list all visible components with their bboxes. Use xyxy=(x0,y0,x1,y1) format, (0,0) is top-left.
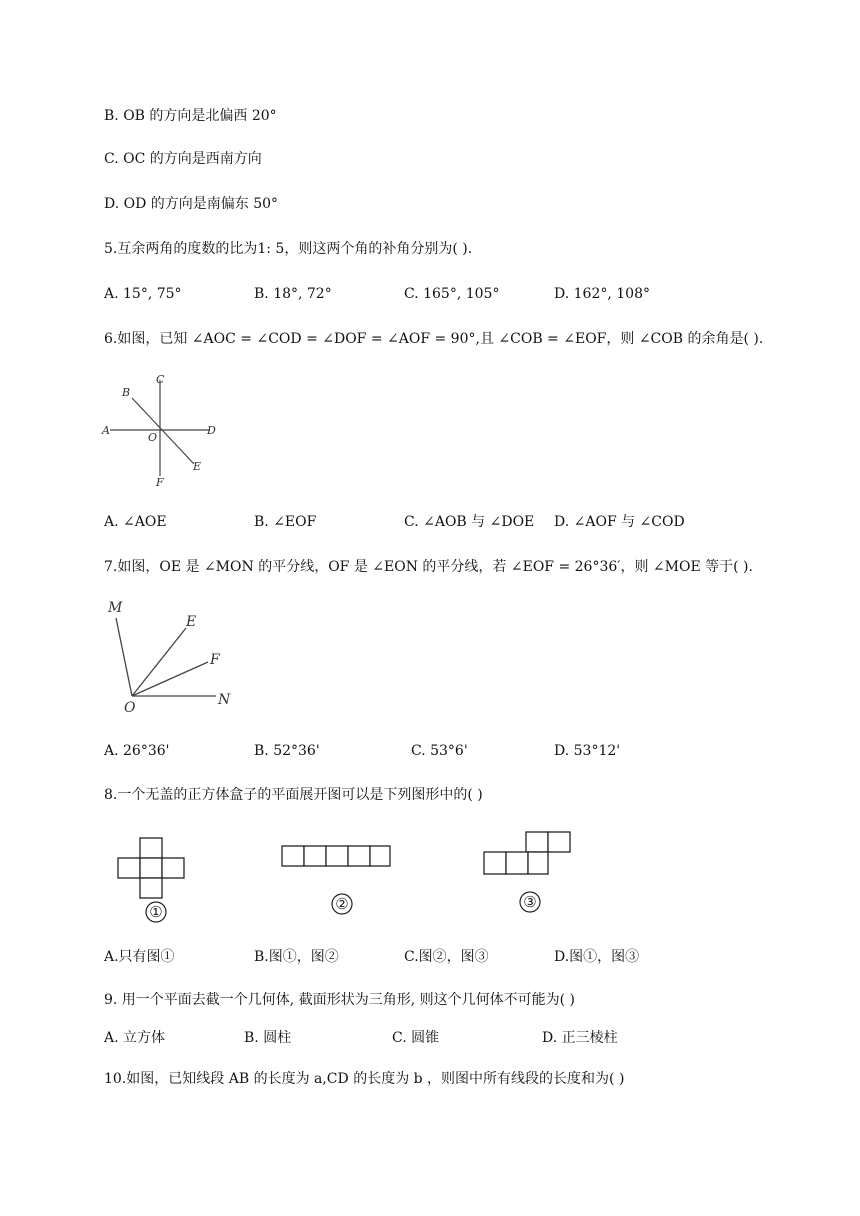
label-d: D xyxy=(207,424,216,437)
q5-stem: 5.互余两角的度数的比为1: 5，则这两个角的补角分别为( ). xyxy=(104,241,473,257)
q6-angle-figure xyxy=(100,368,230,490)
q6-option-c: C. ∠AOB 与 ∠DOE xyxy=(404,514,535,530)
q6-stem: 6.如图，已知 ∠AOC = ∠COD = ∠DOF = ∠AOF = 90°,且 ∠COB = ∠EOF，则 ∠COB 的余角是( ). xyxy=(104,331,764,347)
label-a: A xyxy=(102,424,110,437)
q9-option-a: A. 立方体 xyxy=(104,1030,166,1046)
q8-option-c: C.图②，图③ xyxy=(404,949,489,965)
label-e: E xyxy=(193,460,202,473)
label-f: F xyxy=(156,476,164,489)
q7-option-c: C. 53°6' xyxy=(411,743,468,759)
line-be xyxy=(132,398,194,464)
q4-option-b: B. OB 的方向是北偏西 20° xyxy=(104,108,277,124)
label-o: O xyxy=(124,700,136,716)
q7-option-a: A. 26°36' xyxy=(104,743,170,759)
q4-option-d: D. OD 的方向是南偏东 50° xyxy=(104,196,279,212)
q7-option-b: B. 52°36' xyxy=(254,743,320,759)
q5-option-b: B. 18°, 72° xyxy=(254,286,332,302)
q4-option-c: C. OC 的方向是西南方向 xyxy=(104,151,262,167)
q8-option-a: A.只有图① xyxy=(104,949,175,965)
q9-option-c: C. 圆锥 xyxy=(392,1030,440,1046)
label-e: E xyxy=(186,614,197,630)
q9-option-b: B. 圆柱 xyxy=(244,1030,292,1046)
net-number-2: ② xyxy=(335,895,349,913)
label-n: N xyxy=(218,692,231,708)
label-o: O xyxy=(148,431,158,444)
net-number-1: ① xyxy=(149,903,163,921)
q8-option-b: B.图①，图② xyxy=(254,949,339,965)
q5-option-c: C. 165°, 105° xyxy=(404,286,500,302)
q7-angle-figure xyxy=(100,596,240,718)
q8-option-d: D.图①，图③ xyxy=(554,949,640,965)
q9-stem: 9. 用一个平面去截一个几何体, 截面形状为三角形, 则这个几何体不可能为( ) xyxy=(104,992,575,1008)
q6-option-b: B. ∠EOF xyxy=(254,514,317,530)
q5-option-d: D. 162°, 108° xyxy=(554,286,650,302)
label-m: M xyxy=(108,600,123,616)
q7-stem: 7.如图，OE 是 ∠MON 的平分线，OF 是 ∠EON 的平分线，若 ∠EOF = 26°36′，则 ∠MOE 等于( ). xyxy=(104,559,753,575)
ray-oe xyxy=(132,628,186,696)
label-f: F xyxy=(210,652,220,668)
q6-option-a: A. ∠AOE xyxy=(104,514,167,530)
net-number-3: ③ xyxy=(523,893,537,911)
q8-stem: 8.一个无盖的正方体盒子的平面展开图可以是下列图形中的( ) xyxy=(104,787,483,803)
label-b: B xyxy=(122,386,131,399)
q9-option-d: D. 正三棱柱 xyxy=(542,1030,618,1046)
ray-om xyxy=(116,618,132,696)
label-c: C xyxy=(156,373,165,386)
q5-option-a: A. 15°, 75° xyxy=(104,286,182,302)
ray-of xyxy=(132,662,208,696)
q6-option-d: D. ∠AOF 与 ∠COD xyxy=(554,514,685,530)
q7-option-d: D. 53°12' xyxy=(554,743,621,759)
q10-stem: 10.如图，已知线段 AB 的长度为 a,CD 的长度为 b ，则图中所有线段的长度和为( ) xyxy=(104,1071,625,1087)
